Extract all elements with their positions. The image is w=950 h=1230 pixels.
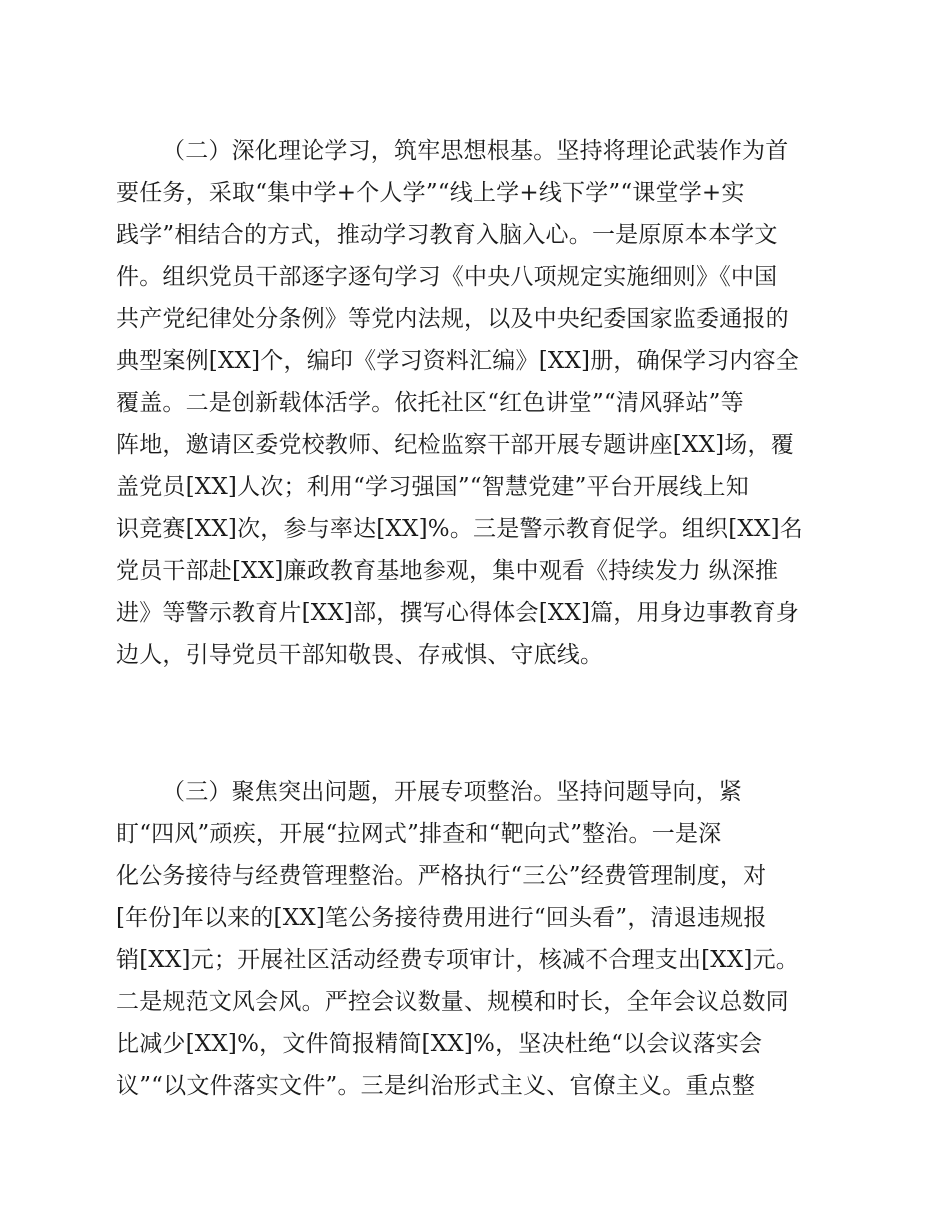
text-line: 议”“以文件落实文件”。三是纠治形式主义、官僚主义。重点整 xyxy=(116,1073,756,1099)
text-line: 典型案例[XX]个，编印《学习资料汇编》[XX]册，确保学习内容全 xyxy=(116,348,799,374)
paragraph-special-rectification xyxy=(116,771,836,1107)
text-line: 要任务，采取“集中学+个人学”“线上学+线下学”“课堂学+实 xyxy=(116,180,745,206)
text-line: 阵地，邀请区委党校教师、纪检监察干部开展专题讲座[XX]场，覆 xyxy=(116,432,794,458)
text-line: 销[XX]元；开展社区活动经费专项审计，核减不合理支出[XX]元。 xyxy=(116,947,799,973)
text-line: 化公务接待与经费管理整治。严格执行“三公”经费管理制度，对 xyxy=(116,863,767,889)
text-line: 覆盖。二是创新载体活学。依托社区“红色讲堂”“清风驿站”等 xyxy=(116,390,744,416)
text-line: （二）深化理论学习，筑牢思想根基。坚持将理论武装作为首 xyxy=(162,138,789,164)
text-line: 盯“四风”顽疾，开展“拉网式”排查和“靶向式”整治。一是深 xyxy=(116,821,722,847)
text-line: 盖党员[XX]人次；利用“学习强国”“智慧党建”平台开展线上知 xyxy=(116,474,749,500)
text-line: 比减少[XX]%，文件简报精简[XX]%，坚决杜绝“以会议落实会 xyxy=(116,1031,763,1057)
text-line: 进》等警示教育片[XX]部，撰写心得体会[XX]篇，用身边事教育身 xyxy=(116,600,799,626)
text-line: [年份]年以来的[XX]笔公务接待费用进行“回头看”，清退违规报 xyxy=(116,905,767,931)
text-line: 党员干部赴[XX]廉政教育基地参观，集中观看《持续发力 纵深推 xyxy=(116,558,779,584)
text-line: 践学”相结合的方式，推动学习教育入脑入心。一是原原本本学文 xyxy=(116,222,778,248)
text-line: 件。组织党员干部逐字逐句学习《中央八项规定实施细则》《中国 xyxy=(116,264,778,290)
text-line: 二是规范文风会风。严控会议数量、规模和时长，全年会议总数同 xyxy=(116,989,789,1015)
text-line: 共产党纪律处分条例》等党内法规，以及中央纪委国家监委通报的 xyxy=(116,306,789,332)
text-line: 边人，引导党员干部知敬畏、存戒惧、守底线。 xyxy=(116,642,604,668)
paragraph-theory-study xyxy=(116,130,836,676)
text-line: （三）聚焦突出问题，开展专项整治。坚持问题导向，紧 xyxy=(162,779,742,805)
text-line: 识竞赛[XX]次，参与率达[XX]%。三是警示教育促学。组织[XX]名 xyxy=(116,516,803,542)
